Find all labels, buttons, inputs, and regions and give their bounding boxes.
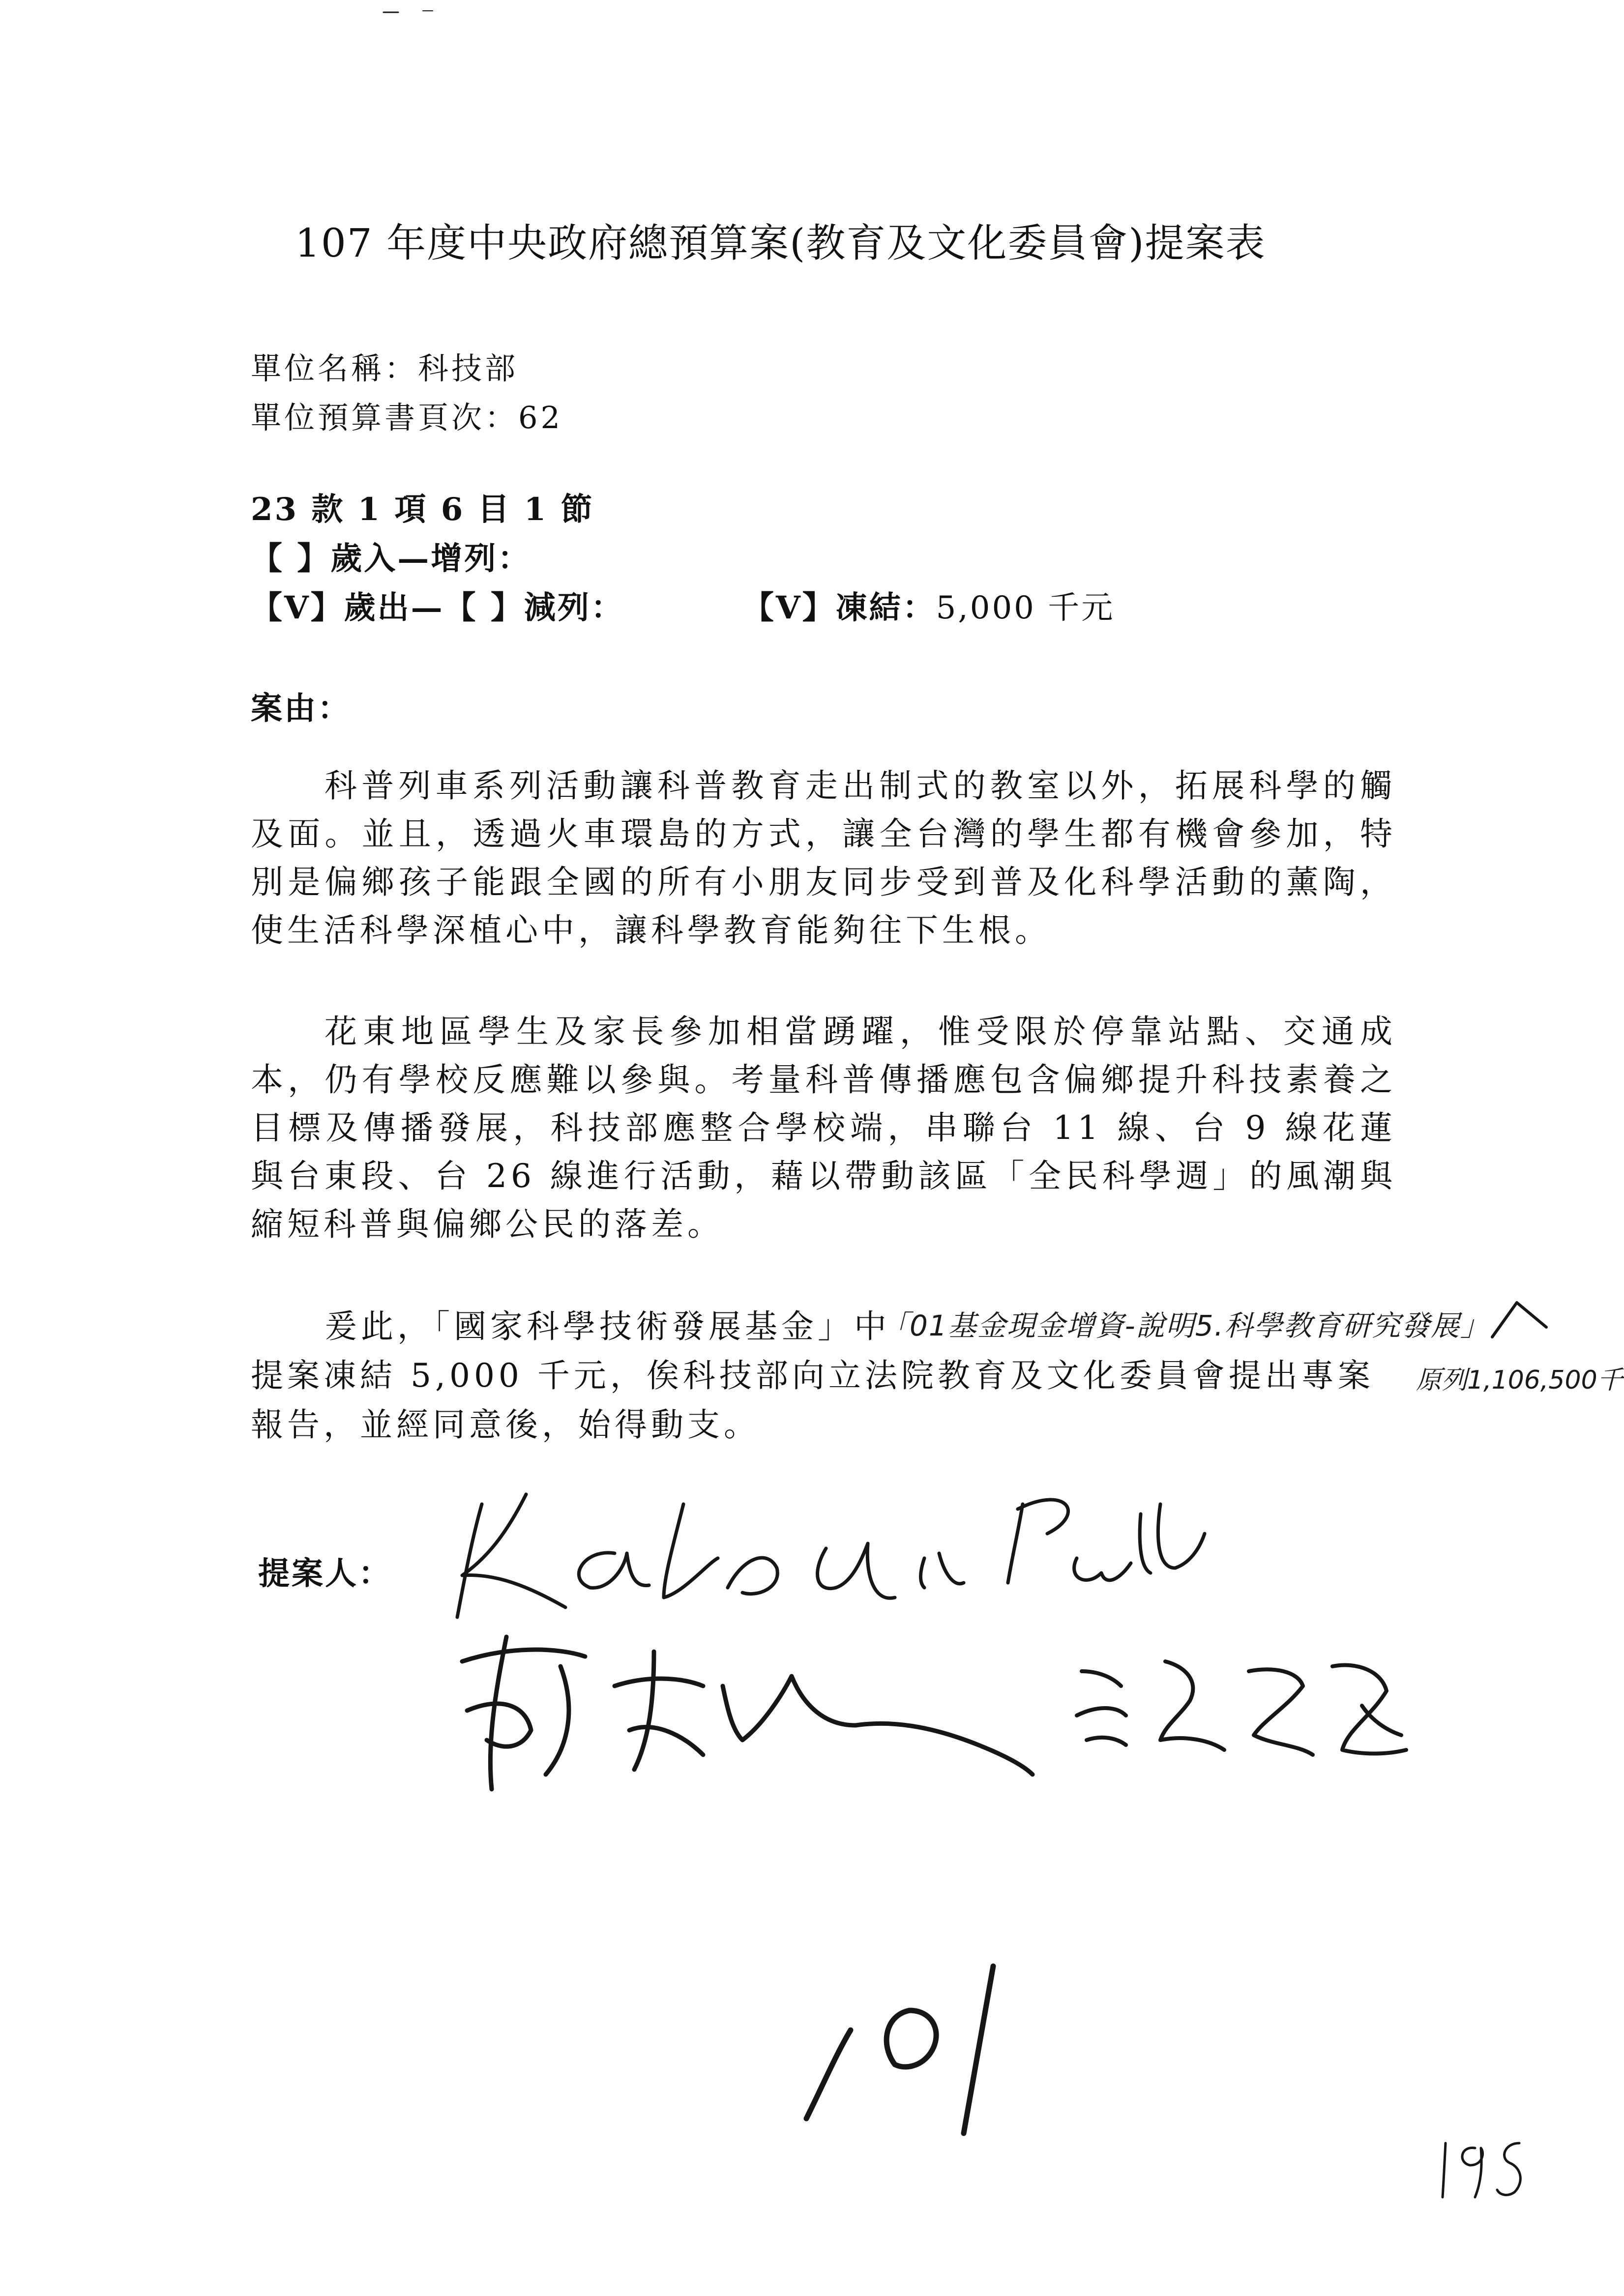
reason-paragraph-3-lead: 爰此，「國家科學技術發展基金」中 bbox=[325, 1308, 890, 1345]
expenditure-line: 【V】歲出—【 】減列： bbox=[251, 589, 624, 626]
handwritten-margin-note: 原列1,106,500千 bbox=[1416, 1366, 1623, 1395]
document-title: 107 年度中央政府總預算案(教育及文化委員會)提案表 bbox=[295, 220, 1266, 266]
corner-page-number bbox=[1436, 2133, 1534, 2202]
insertion-caret-icon bbox=[1490, 1298, 1559, 1342]
reason-paragraph-2: 花東地區學生及家長參加相當踴躍，惟受限於停靠站點、交通成本，仍有學校反應難以參與。考量科普傳播應包含偏鄉提升科技素養之目標及傳播發展，科技部應整合學校端，串聯台 11 線、台 9 線花蓮與台東段、台 26 線進行活動，藉以帶動該區「全民科學週」的風潮與縮短科普與偏鄉公民的落差。 bbox=[251, 1013, 1396, 1243]
scan-mark bbox=[379, 5, 477, 20]
signature-2 bbox=[447, 1627, 1037, 1814]
reason-paragraph-1: 科普列車系列活動讓科普教育走出制式的教室以外，拓展科學的觸及面。並且，透過火車環島的方式，讓全台灣的學生都有機會參加，特別是偏鄉孩子能跟全國的所有小朋友同步受到普及化科學活動的薰陶，使生活科學深植心中，讓科學教育能夠往下生根。 bbox=[251, 767, 1396, 949]
reason-paragraph-3-line3: 報告，並經同意後，始得動支。 bbox=[251, 1406, 760, 1444]
handwritten-page-number bbox=[787, 1956, 1042, 2143]
revenue-line: 【 】歲入—增列： bbox=[251, 540, 531, 577]
signature-3 bbox=[1067, 1642, 1411, 1770]
handwritten-insert: 「01基金現金增資-說明5.科學教育研究發展」 bbox=[880, 1309, 1490, 1342]
freeze-line bbox=[742, 582, 1115, 628]
section-code: 23 款 1 項 6 目 1 節 bbox=[251, 491, 594, 528]
freeze-label: 【V】凍結： bbox=[742, 589, 936, 626]
proposer-label: 提案人： bbox=[258, 1555, 392, 1592]
reason-paragraph-3-line2: 提案凍結 5,000 千元，俟科技部向立法院教育及文化委員會提出專案 bbox=[251, 1357, 1374, 1395]
budget-page-number: 單位預算書頁次：62 bbox=[251, 400, 563, 436]
signature-1 bbox=[452, 1475, 1239, 1637]
svg-text:101: 101 bbox=[787, 1956, 788, 1957]
reason-heading: 案由： bbox=[251, 690, 351, 727]
unit-name: 單位名稱：科技部 bbox=[251, 350, 519, 386]
freeze-amount: 5,000 千元 bbox=[936, 590, 1115, 626]
